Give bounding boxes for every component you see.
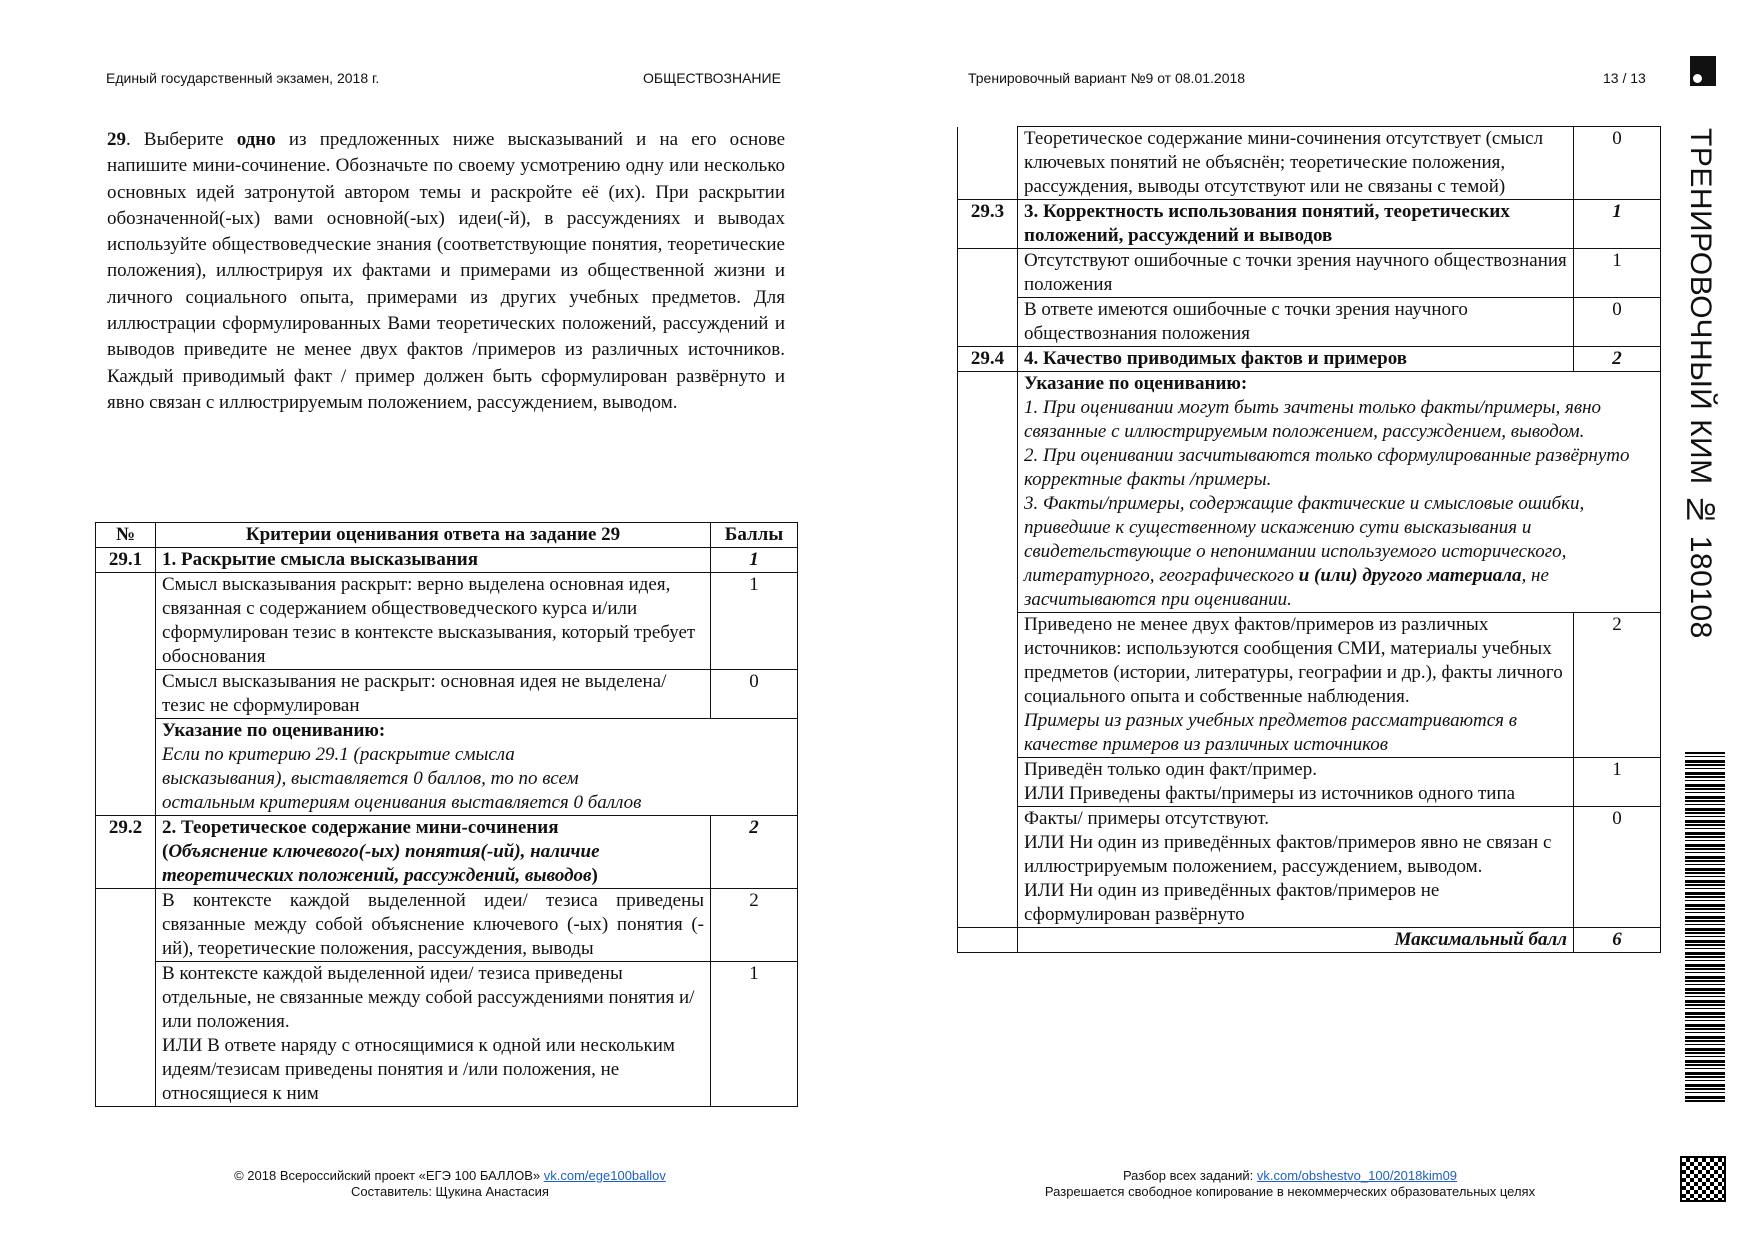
criterion-title: 4. Качество приводимых фактов и примеров [1018, 347, 1574, 372]
note-row [958, 372, 1661, 613]
note-row [96, 719, 798, 816]
footer-link-analysis[interactable]: vk.com/obshestvo_100/2018kim09 [1256, 1168, 1458, 1183]
note-1: 1. При оценивании могут быть зачтены только факты/примеры, явно связанные с иллюстрируемым положением, рассуждением, выводом. [1024, 397, 1602, 442]
table-header-row [96, 523, 798, 548]
footer-analysis-label: Разбор всех заданий: [1122, 1168, 1254, 1183]
row-text: Приведён только один факт/пример. [1024, 759, 1317, 780]
criterion-29-2 [96, 816, 798, 889]
table-row [96, 889, 798, 962]
note-title: Указание по оцениванию: [162, 720, 386, 741]
header-variant: Тренировочный вариант №9 от 08.01.2018 [968, 70, 1246, 86]
criterion-max: 1 [1574, 200, 1661, 249]
note-3-bold: и (или) другого материала [1298, 565, 1522, 586]
table-row [958, 298, 1661, 347]
criterion-number: 29.4 [958, 347, 1018, 372]
row-text-alt-2: ИЛИ Ни один из приведённых фактов/примеров не сформулирован развёрнуто [1024, 880, 1440, 925]
note-3: 3. Факты/примеры, содержащие фактические и смысловые ошибки, приведшие к существенному искажению сути высказывания и свидетельствующие о непонимании используемого исторического, литературного, географического [1024, 493, 1585, 586]
note-2: 2. При оценивании засчитываются только сформулированные развёрнуто корректные факты /примеры. [1024, 445, 1630, 490]
table-row [958, 613, 1661, 758]
col-points-header: Баллы [711, 523, 798, 548]
row-text: В контексте каждой выделенной идеи/ тезиса приведены связанные между собой объяснение ключевого (-ых) понятия (-ий), теоретические положения, рассуждения, выводы [156, 889, 711, 962]
row-text: В ответе имеются ошибочные с точки зрения научного обществознания положения [1018, 298, 1574, 347]
footer-left [150, 1168, 750, 1200]
criterion-max: 2 [711, 816, 798, 889]
criterion-subtitle: Объяснение ключевого(-ых) понятия(-ий), наличие теоретических положений, рассуждений, выводов [162, 841, 600, 886]
criterion-max: 1 [711, 548, 798, 573]
paren-close: ) [591, 865, 598, 886]
table-row [958, 807, 1661, 928]
criterion-number: 29.2 [96, 816, 156, 889]
task-intro-bold: одно [236, 129, 276, 150]
row-points: 0 [1574, 298, 1661, 347]
row-text: Факты/ примеры отсутствуют. [1024, 808, 1269, 829]
row-text-italic: Примеры из разных учебных предметов рассматриваются в качестве примеров из различных источников [1024, 710, 1517, 755]
row-text: Смысл высказывания раскрыт: верно выделена основная идея, связанная с содержанием обществоведческого курса и/или сформулирован тезис в контексте высказывания, который требует обоснования [156, 573, 711, 670]
footer-link-ege100[interactable]: vk.com/ege100ballov [543, 1168, 666, 1183]
table-row [958, 249, 1661, 298]
row-points: 0 [711, 670, 798, 719]
row-text-alt: ИЛИ Ни один из приведённых фактов/примеров явно не связан с иллюстрируемым положением, рассуждением, выводом. [1024, 832, 1552, 877]
criterion-29-4 [958, 347, 1661, 372]
criterion-title: 3. Корректность использования понятий, теоретических положений, рассуждений и выводов [1018, 200, 1574, 249]
barcode-icon [1685, 752, 1725, 1102]
criterion-29-1 [96, 548, 798, 573]
row-points: 1 [1574, 758, 1661, 807]
row-points: 0 [1574, 807, 1661, 928]
row-points: 1 [711, 962, 798, 1107]
row-text: Теоретическое содержание мини-сочинения отсутствует (смысл ключевых понятий не объяснён; теоретические положения, рассуждения, выводы отсутствуют или не связаны с темой) [1018, 127, 1574, 200]
criterion-max: 2 [1574, 347, 1661, 372]
table-row [96, 962, 798, 1107]
task-29-text [107, 127, 785, 416]
row-text: Приведено не менее двух фактов/примеров из различных источников: используются сообщения СМИ, материалы учебных предметов (истории, литературы, географии и др.), факты личного социального опыта и собственные наблюдения. [1024, 614, 1563, 707]
note-3-end: , не засчитываются при оценивании. [1024, 565, 1549, 610]
row-points: 1 [711, 573, 798, 670]
row-points: 1 [1574, 249, 1661, 298]
row-text-alt: ИЛИ В ответе наряду с относящимися к одной или нескольким идеям/тезисам приведены понятия и /или положения, не относящиеся к ним [162, 1035, 675, 1104]
row-text: Смысл высказывания не раскрыт: основная идея не выделена/тезис не сформулирован [156, 670, 711, 719]
footer-license: Разрешается свободное копирование в некоммерческих образовательных целях [1044, 1184, 1536, 1199]
header-page: 13 / 13 [1603, 70, 1646, 86]
vertical-title: ТРЕНИРОВОЧНЫЙ КИМ № 180108 [1684, 128, 1717, 639]
row-points: 2 [711, 889, 798, 962]
criterion-number: 29.1 [96, 548, 156, 573]
footer-author: Составитель: Щукина Анастасия [351, 1184, 549, 1199]
task-intro: . Выберите [126, 129, 237, 150]
footer-copyright: © 2018 Всероссийский проект «ЕГЭ 100 БАЛЛОВ» [234, 1168, 541, 1183]
col-number-header: № [96, 523, 156, 548]
note-title: Указание по оцениванию: [1024, 373, 1248, 394]
criteria-table-right [957, 126, 1661, 953]
header-subject: ОБЩЕСТВОЗНАНИЕ [643, 70, 781, 86]
max-score-value: 6 [1574, 928, 1661, 953]
task-body: из предложенных ниже высказываний и на его основе напишите мини-сочинение. Обозначьте по своему усмотрению одну или несколько основных идей затронутой автором темы и раскройте её (их). При раскрытии обозначенной(-ых) вами основной(-ых) идеи(-й), в рассуждениях и выводах используйте обществоведческие знания (соответствующие понятия, теоретические положения), иллюстрируя их фактами и примерами из общественной жизни и личного социального опыта, примерами из других учебных предметов. Для иллюстрации сформулированных Вами теоретических положений, рассуждений и выводов приведите не менее двух фактов /примеров из различных источников. Каждый приводимый факт / пример должен быть сформулирован развёрнуто и явно связан с иллюстрируемым положением, рассуждением, выводом. [107, 129, 785, 413]
criterion-title: 1. Раскрытие смысла высказывания [156, 548, 711, 573]
table-row [958, 127, 1661, 200]
header-exam: Единый государственный экзамен, 2018 г. [106, 70, 380, 86]
table-row [96, 573, 798, 670]
criterion-29-3 [958, 200, 1661, 249]
row-points: 0 [1574, 127, 1661, 200]
criteria-table-left [95, 522, 798, 1107]
max-score-label: Максимальный балл [1018, 928, 1574, 953]
max-score-row [958, 928, 1661, 953]
col-criteria-header: Критерии оценивания ответа на задание 29 [156, 523, 711, 548]
criterion-number: 29.3 [958, 200, 1018, 249]
note-text: Если по критерию 29.1 (раскрытие смысла высказывания), выставляется 0 баллов, то по всем остальным критериям оценивания выставляется 0 баллов [162, 744, 642, 813]
table-row [96, 670, 798, 719]
row-text: Отсутствуют ошибочные с точки зрения научного обществознания положения [1018, 249, 1574, 298]
row-points: 2 [1574, 613, 1661, 758]
row-text: В контексте каждой выделенной идеи/ тезиса приведены отдельные, не связанные между собой рассуждениями понятия и/или положения. [162, 963, 695, 1032]
logo-icon [1690, 56, 1716, 86]
task-number: 29 [107, 129, 126, 150]
paren-open: ( [162, 841, 169, 862]
footer-right [970, 1168, 1610, 1200]
qr-code-icon [1680, 1156, 1726, 1202]
criterion-title: 2. Теоретическое содержание мини-сочинения [162, 817, 559, 838]
table-row [958, 758, 1661, 807]
row-text-alt: ИЛИ Приведены факты/примеры из источников одного типа [1024, 783, 1516, 804]
